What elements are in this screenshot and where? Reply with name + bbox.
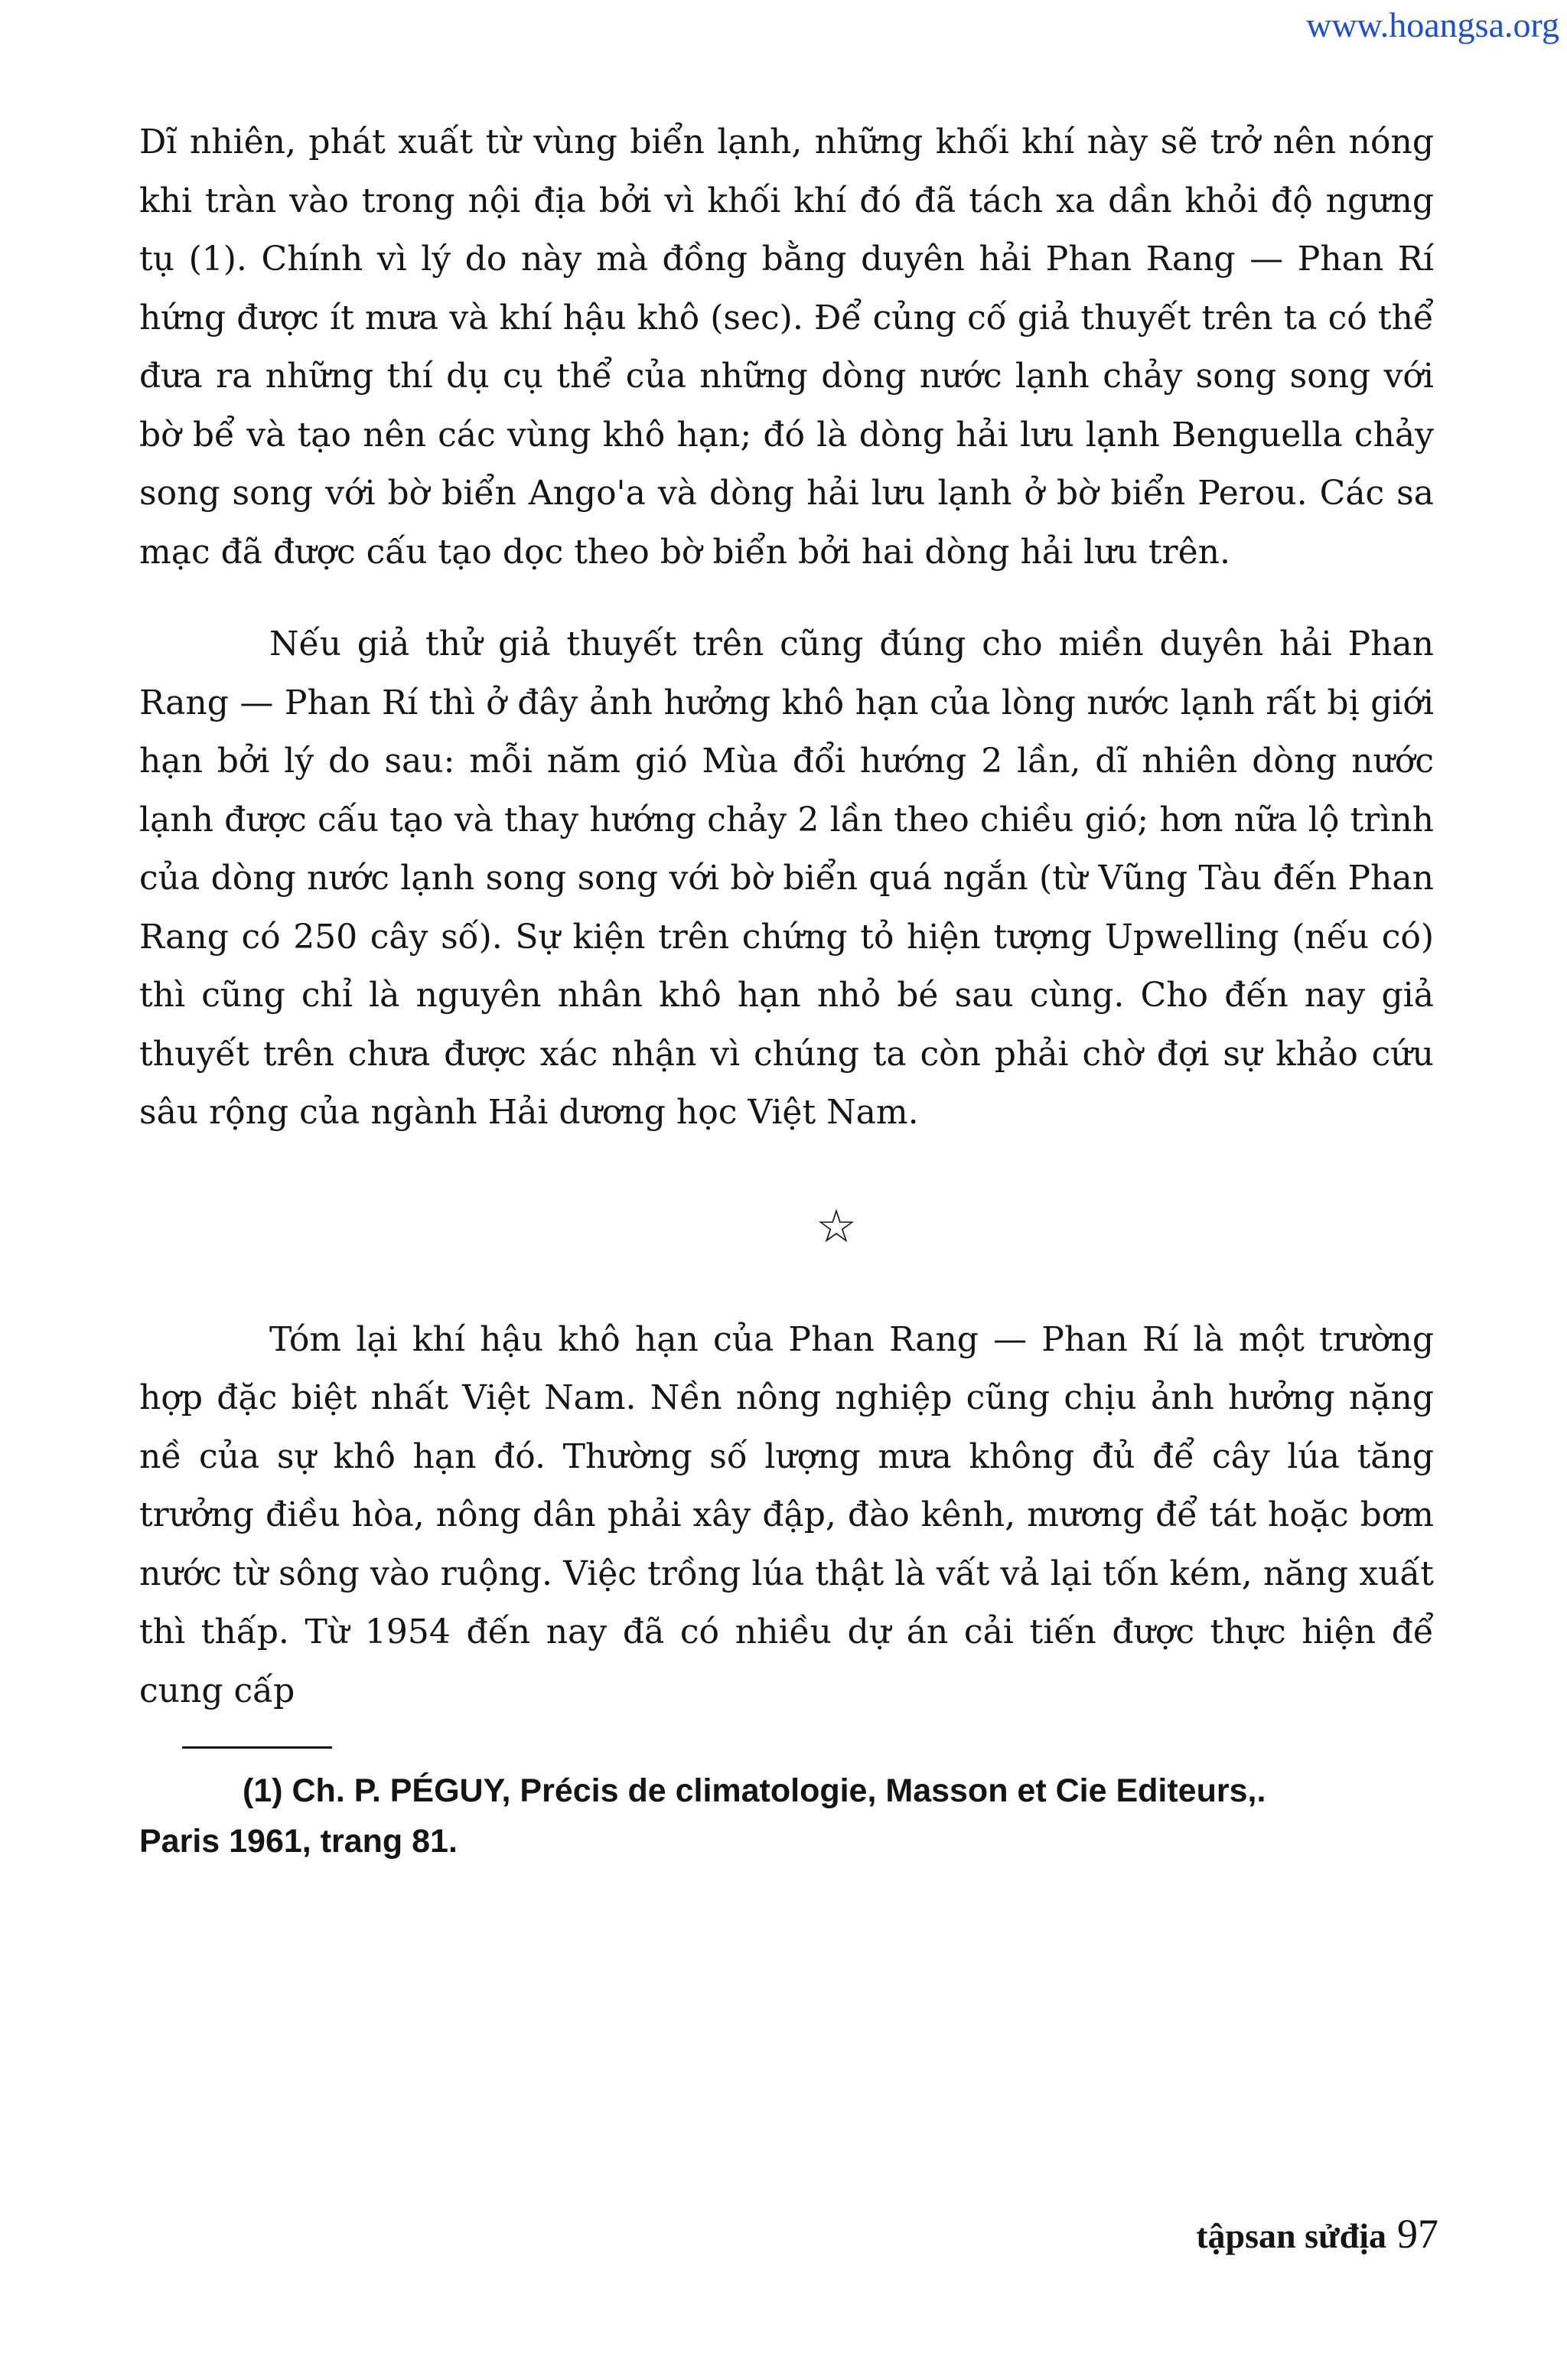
paragraph-1: Dĩ nhiên, phát xuất từ vùng biển lạnh, những khối khí này sẽ trở nên nóng khi tràn vào trong nội địa bởi vì khối khí đó đã tách xa dần khỏi độ ngưng tụ (1). Chính vì lý do này mà đồng bằng duyên hải Phan Rang — Phan Rí hứng được ít mưa và khí hậu khô (sec). Để củng cố giả thuyết trên ta có thể đưa ra những thí dụ cụ thể của những dòng nước lạnh chảy song song với bờ bể và tạo nên các vùng khô hạn; đó là dòng hải lưu lạnh Benguella chảy song song với bờ biển Ango'a và dòng hải lưu lạnh ở bờ biển Perou. Các sa mạc đã được cấu tạo dọc theo bờ biển bởi hai dòng hải lưu trên. bbox=[139, 122, 1434, 572]
footnote-line-1: (1) Ch. P. PÉGUY, Précis de climatologie, Masson et Cie Editeurs,. bbox=[243, 1772, 1266, 1809]
section-separator bbox=[239, 1143, 1434, 1311]
paragraph-3: Tóm lại khí hậu khô hạn của Phan Rang — Phan Rí là một trường hợp đặc biệt nhất Việt Nam. Nền nông nghiệp cũng chịu ảnh hưởng nặng nề của sự khô hạn đó. Thường số lượng mưa không đủ để cây lúa tăng trưởng điều hòa, nông dân phải xây đập, đào kênh, mương để tát hoặc bơm nước từ sông vào ruộng. Việc trồng lúa thật là vất vả lại tốn kém, năng xuất thì thấp. Từ 1954 đến nay đã có nhiều dự án cải tiến được thực hiện để cung cấp bbox=[139, 1319, 1434, 1710]
page-body bbox=[139, 113, 1434, 1867]
journal-name: tậpsan sửđịa bbox=[1196, 2216, 1386, 2255]
footnote-divider bbox=[182, 1746, 332, 1749]
page-footer bbox=[1196, 2210, 1438, 2258]
star-outline-icon: ☆ bbox=[816, 1199, 857, 1254]
watermark-link[interactable]: www.hoangsa.org bbox=[1306, 5, 1559, 44]
footnote bbox=[139, 1765, 1434, 1867]
paragraph-2: Nếu giả thử giả thuyết trên cũng đúng cho miền duyên hải Phan Rang — Phan Rí thì ở đây ảnh hưởng khô hạn của lòng nước lạnh rất bị giới hạn bởi lý do sau: mỗi năm gió Mùa đổi hướng 2 lần, dĩ nhiên dòng nước lạnh được cấu tạo và thay hướng chảy 2 lần theo chiều gió; hơn nữa lộ trình của dòng nước lạnh song song với bờ biển quá ngắn (từ Vũng Tàu đến Phan Rang có 250 cây số). Sự kiện trên chứng tỏ hiện tượng Upwelling (nếu có) thì cũng chỉ là nguyên nhân khô hạn nhỏ bé sau cùng. Cho đến nay giả thuyết trên chưa được xác nhận vì chúng ta còn phải chờ đợi sự khảo cứu sâu rộng của ngành Hải dương học Việt Nam. bbox=[139, 624, 1434, 1132]
page-number: 97 bbox=[1397, 2211, 1438, 2257]
footnote-line-2: Paris 1961, trang 81. bbox=[139, 1823, 458, 1860]
